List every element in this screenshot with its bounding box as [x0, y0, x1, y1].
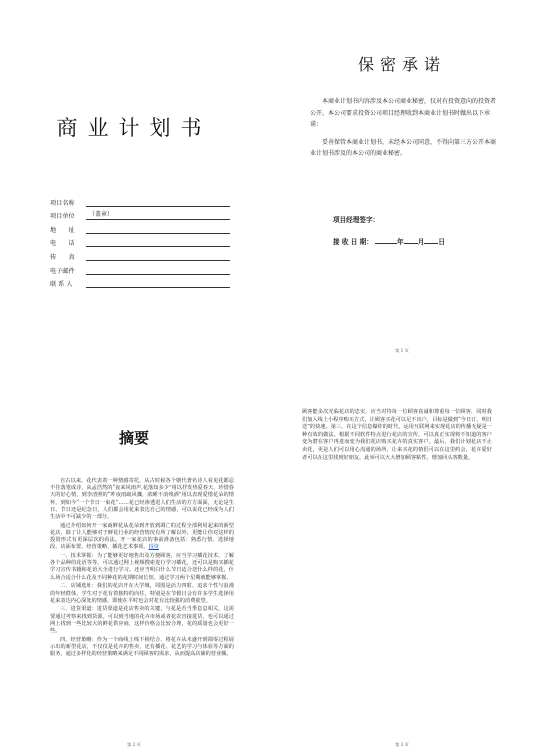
cover-page [0, 0, 268, 378]
form-field-value[interactable] [86, 225, 230, 234]
signature-label: 项目经理签字： [333, 216, 380, 224]
form-field-value[interactable] [86, 266, 230, 275]
summary-paragraph: 三、进货渠道：进货渠道是花店售卖的关键，与花是否当季息息相关，这需要通过考察来找到货源。可以到当地的花卉市场或者花农直接进货，也可以通过网上找到一些比较大的鲜花供应商，这样价格会比较合理，花的质量也会更好一些。 [50, 606, 234, 635]
year-blank[interactable] [375, 236, 397, 244]
summary-paragraph-text: 通过介绍如何开一家商鲜花从花朵到开放到凋亡的过程全部利用起来的新型花店，除了让人能够对于鲜花行业的经营情况有所了解以外，更能让你对这样的投资形式有更深层次的看法。开一家花店的事前准备包括：熟悉行情、选择地段、店面布置、经营策略、插花艺术事项、 [50, 522, 234, 551]
form-field-value[interactable] [86, 252, 230, 261]
continuation-body: 顾客能多次光临花店的忠实、应当对待每一位顾客真诚和尊重每一位顾客，同时我们加入线上小程序购买方式，让顾客买花可以足不出户，目标是做到“今日订，明日送”的快速。第三，在这个信息爆炸的时代，运用互联网来实现花店的传播无疑是一种有效的做法。根据不同软件特点进行花店的宣传，可以真正实现将不知道的客户变为潜在客户再进而变为我们花店购买花卉的真实客户。最后，我们计划花店不止卖花，更是人们可以用心沟通的场所，让来买花的情侣可以在这里约会，花卉爱好者可以在这里找到好朋友，此举可以大大增加顾客粘性，增加回头客数量。 [302, 409, 492, 461]
cover-title: 商业计划书 [56, 116, 212, 140]
summary-paragraph: 一、技术掌握：为了能够更好地售出及方便顾客，应当学习插花技术，了解各个品种的花语等等。可以通过网上视频搜索进行学习插花，还可以是购买插花学习宣传书籍和花语大全进行学习。还应当明白什么节日适合送什么样的花，什么场合适合什么花及不同种花的花期时间长短。通过学习两个星期就能够掌握。 [50, 553, 234, 581]
form-row-email [50, 261, 230, 275]
form-row-contact [50, 275, 230, 289]
form-field-value[interactable] [86, 198, 230, 207]
confidentiality-title: 保密承诺 [357, 55, 446, 74]
form-label: 联 系 人 [50, 281, 73, 289]
summary-title: 摘要 [118, 429, 149, 447]
investment-link[interactable]: 投资 [148, 544, 159, 551]
form-row-project-name [50, 193, 230, 207]
confidentiality-body [310, 96, 496, 166]
receipt-date-row [333, 236, 445, 246]
form-field-value[interactable] [86, 279, 230, 288]
form-label: 地 址 [50, 226, 75, 234]
form-label: 传 真 [50, 253, 75, 261]
summary-paragraph: 二、店铺选址：我们的花店开在大学城，周围是活力四射、追求个性与浪漫的年轻群体，学生对于花有着独特的向往，特别是在节假日会有许多学生选择用花来表达内心深处的情感，即使在平时也会对花有比较强的消费欲望。 [50, 583, 234, 604]
confidentiality-paragraph: 妥善保管本商业计划书，未经本公司同意，不得向第三方公开本商业计划书涉及的本公司的商业秘密。 [310, 138, 497, 157]
day-blank[interactable] [424, 236, 438, 244]
form-row-address [50, 220, 230, 234]
form-row-phone [50, 234, 230, 248]
day-label: 日 [438, 238, 445, 246]
form-field-value[interactable] [86, 238, 230, 247]
summary-paragraph: 四、经营策略：作为一个商线上线下相结合、将花卉从未盛开到凋零过程展示出的新型花店，不仅仅是花卉的售卖，还有插花、花艺的学习与体验等方面的服务，通过多样化的经营策略来满足不同顾客的需求，从而提高店铺的营业额。 [50, 636, 234, 658]
date-label: 接 收 日 期： [333, 238, 373, 246]
cover-form [50, 193, 230, 288]
year-label: 年 [397, 238, 404, 246]
page-number: 第 3 页 [395, 742, 409, 747]
summary-paragraph [50, 523, 234, 552]
form-row-company [50, 207, 230, 221]
summary-body [50, 478, 234, 660]
form-field-value[interactable]: （盖章） [86, 211, 230, 220]
confidentiality-paragraph: 本商业计划书内容涉及本公司商业秘密，仅对有投资意向的投资者公开。本公司要求投资公司项目经理收到本商业计划书时做出以下承诺： [310, 98, 497, 128]
form-row-fax [50, 247, 230, 261]
page-number: 第 2 页 [127, 742, 141, 747]
page-number: 第 1 页 [395, 348, 409, 353]
form-label: 电 话 [50, 240, 75, 248]
form-label: 项目名称 [50, 199, 75, 207]
form-label: 电子邮件 [50, 267, 75, 275]
month-label: 月 [417, 238, 425, 246]
form-label: 项目单位 [50, 213, 75, 221]
summary-paragraph: 自古以来，花代表着一种情感寄托。从古时候各个朝代著名诗人看见花都忍不住落笔成诗，从孟浩然的“夜来风雨声,花落知多少”用以抒发热爱春天、珍惜春天的好心情，到李清照的“昨夜雨疏风骤，浓睡不消残酒”用以表现爱惜花朵的情怀，到如今“一个节日一束花”……花已经渗透进人们生活的方方面面，无论是生日、节日还是纪念日，人们都会用花来表达自己的情感，可以说花已经成为人们生活中不可缺少的一部分。 [50, 478, 234, 521]
month-blank[interactable] [404, 236, 418, 244]
